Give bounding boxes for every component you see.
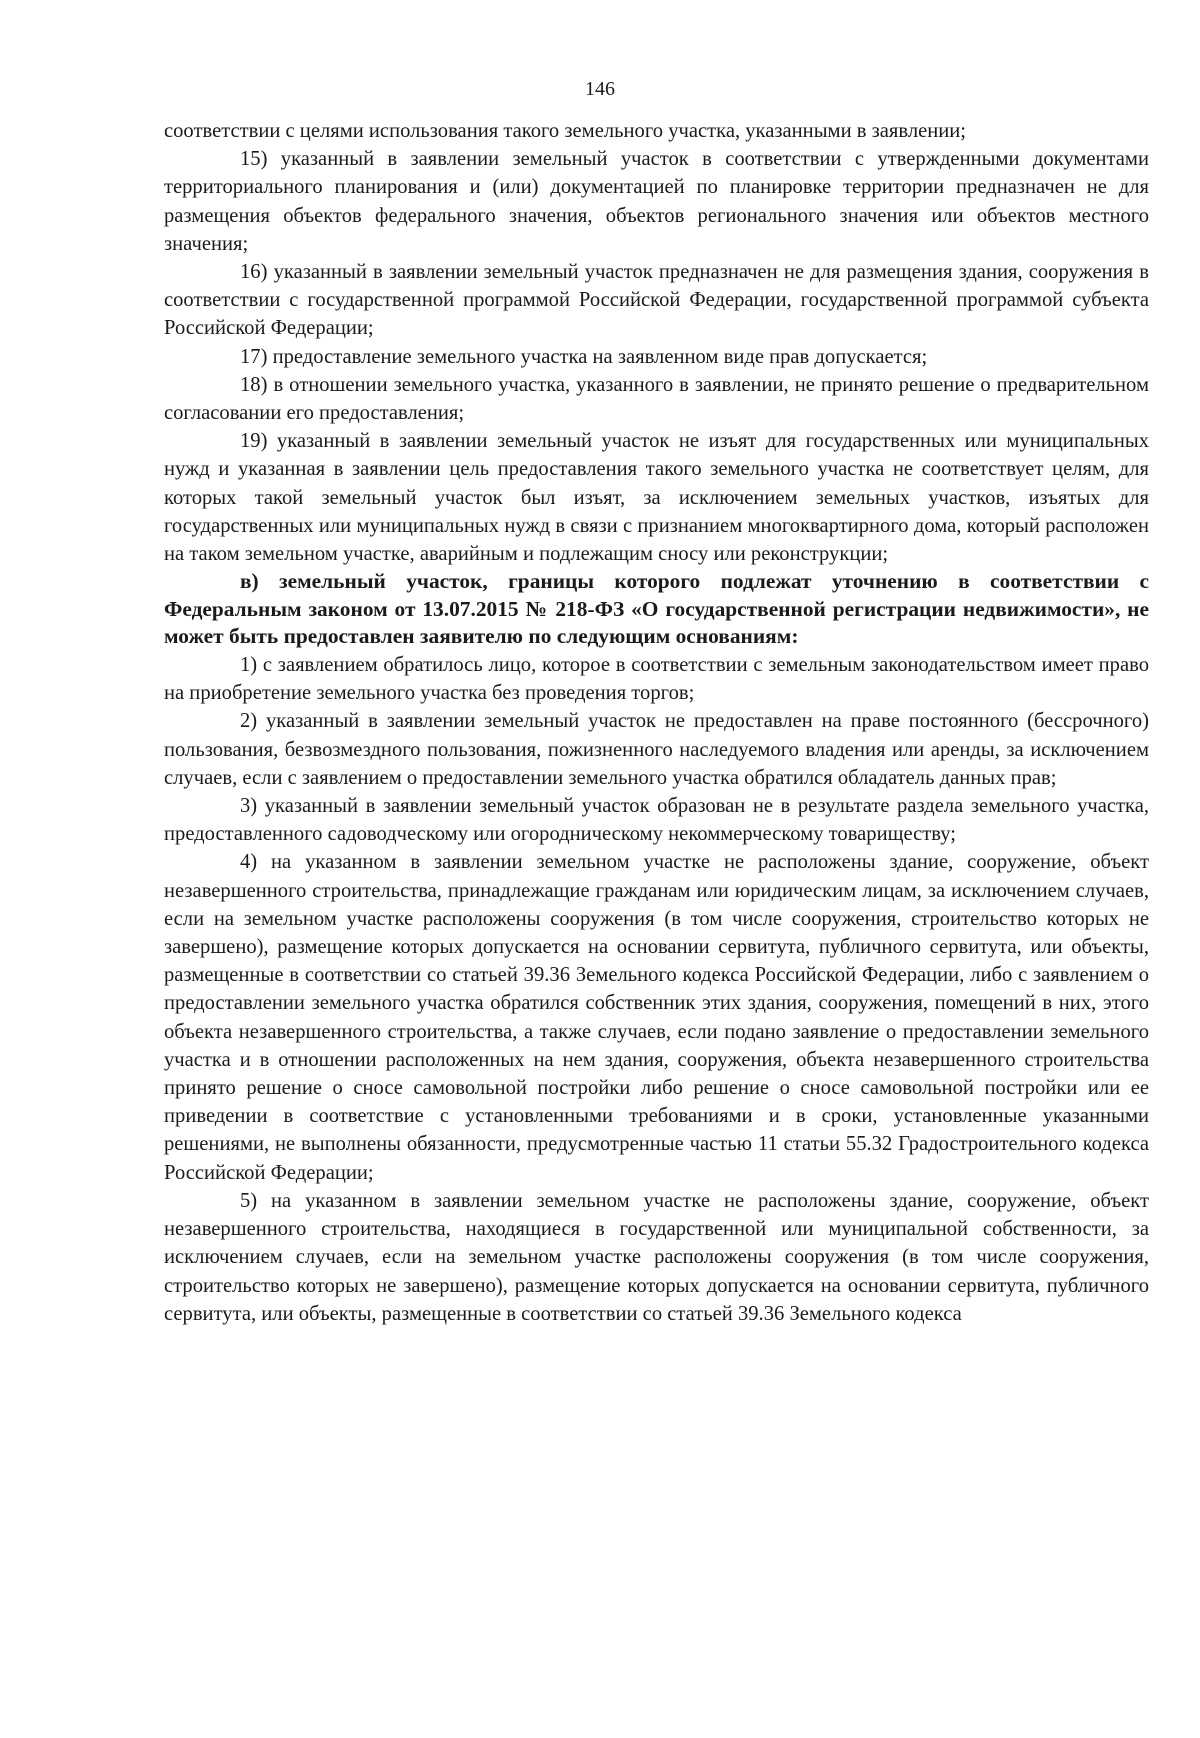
page-number: 146 <box>585 78 615 100</box>
document-body <box>164 117 1149 1328</box>
paragraph-continuation: соответствии с целями использования такого земельного участка, указанными в заявлении; <box>164 120 967 142</box>
section-heading-v: в) земельный участок, границы которого подлежат уточнению в соответствии с Федеральным законом от 13.07.2015 № 218-ФЗ «О государственной регистрации недвижимости», не может быть предоставлен заявителю по следующим основаниям: <box>164 569 1149 649</box>
paragraph-item-1: 1) с заявлением обратилось лицо, которое в соответствии с земельным законодательством имеет право на приобретение земельного участка без проведения торгов; <box>164 654 1149 705</box>
paragraph-item-5: 5) на указанном в заявлении земельном участке не расположены здание, сооружение, объект незавершенного строительства, находящиеся в государственной или муниципальной собственности, за исключением случаев, если на земельном участке расположены сооружения (в том числе сооружения, строительство которых не завершено), размещение которых допускается на основании сервитута, публичного сервитута, или объекты, размещенные в соответствии со статьей 39.36 Земельного кодекса <box>164 1189 1149 1325</box>
paragraph-item-2: 2) указанный в заявлении земельный участок не предоставлен на праве постоянного (бессрочного) пользования, безвозмездного пользования, пожизненного наследуемого владения или аренды, за исключением случаев, если с заявлением о предоставлении земельного участка обратился обладатель данных прав; <box>164 710 1149 789</box>
paragraph-item-17: 17) предоставление земельного участка на заявленном виде прав допускается; <box>240 345 928 368</box>
paragraph-item-3: 3) указанный в заявлении земельный участок образован не в результате раздела земельного участка, предоставленного садоводческому или огородническому некоммерческому товариществу; <box>164 795 1149 846</box>
paragraph-item-15: 15) указанный в заявлении земельный участок в соответствии с утвержденными документами территориального планирования и (или) документацией по планировке территории предназначен не для размещения объектов федерального значения, объектов регионального значения или объектов местного значения; <box>164 148 1149 255</box>
paragraph-item-18: 18) в отношении земельного участка, указанного в заявлении, не принято решение о предварительном согласовании его предоставления; <box>164 373 1149 425</box>
paragraph-item-16: 16) указанный в заявлении земельный участок предназначен не для размещения здания, сооружения в соответствии с государственной программой Российской Федерации, государственной программой субъекта Российской Федерации; <box>164 261 1149 340</box>
paragraph-item-4: 4) на указанном в заявлении земельном участке не расположены здание, сооружение, объект незавершенного строительства, принадлежащие гражданам или юридическим лицам, за исключением случаев, если на земельном участке расположены сооружения (в том числе сооружения, строительство которых не завершено), размещение которых допускается на основании сервитута, публичного сервитута, или объекты, размещенные в соответствии со статьей 39.36 Земельного кодекса Российской Федерации, либо с заявлением о предоставлении земельного участка обратился собственник этих здания, сооружения, помещений в них, этого объекта незавершенного строительства, а также случаев, если подано заявление о предоставлении земельного участка и в отношении расположенных на нем здания, сооружения, объекта незавершенного строительства принято решение о сносе самовольной постройки либо решение о сносе самовольной постройки или ее приведении в соответствие с установленными требованиями и в сроки, установленные указанными решениями, не выполнены обязанности, предусмотренные частью 11 статьи 55.32 Градостроительного кодекса Российской Федерации; <box>164 851 1149 1184</box>
paragraph-item-19: 19) указанный в заявлении земельный участок не изъят для государственных или муниципальных нужд и указанная в заявлении цель предоставления такого земельного участка не соответствует целям, для которых такой земельный участок был изъят, за исключением земельных участков, изъятых для государственных или муниципальных нужд в связи с признанием многоквартирного дома, который расположен на таком земельном участке, аварийным и подлежащим сносу или реконструкции; <box>164 430 1149 566</box>
